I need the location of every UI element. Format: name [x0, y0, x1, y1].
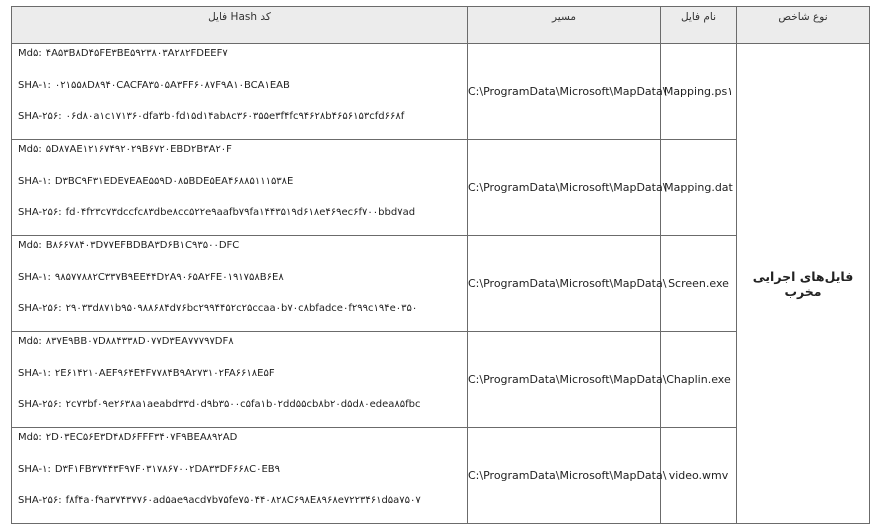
- sha256-line: [18, 299, 467, 331]
- sha1-label: SHA-۱:: [18, 463, 51, 475]
- md5-value: B۸۶۶۷۸۴۰۳D۷۷EFBDBA۳D۶B۱C۹۳۵۰۰DFC: [45, 240, 240, 251]
- hash-cell: [12, 236, 468, 332]
- indicator-type-cell: فایل‌های اجرایی مخرب: [737, 44, 870, 524]
- sha256-line: [18, 107, 467, 139]
- sha256-label: SHA-۲۵۶:: [18, 303, 62, 315]
- md5-line: [18, 332, 467, 364]
- sha1-line: [18, 268, 467, 300]
- path-cell: C:\ProgramData\Microsoft\MapData\: [468, 236, 661, 332]
- filename-cell: Mapping.dat: [661, 140, 737, 236]
- md5-label: Md۵:: [18, 336, 42, 347]
- sha256-value: ۲c۷۳bf۰۹e۲۶۳۸a۱aeabd۳۳d۰d۹b۳۵۰۰c۵fa۱b۰۲dd۵۵cb۸b۲۰d۵d۸۰edea۸۵fbc: [65, 399, 421, 411]
- sha1-value: D۳F۱FB۳۷۴۴۳F۹۷F۰۳۱۷۸۶۷۰۰۲DA۳۳DF۶۶۸C۰EB۹: [54, 463, 281, 475]
- filename-cell: Mapping.ps۱: [661, 44, 737, 140]
- sha256-line: [18, 203, 467, 235]
- md5-label: Md۵:: [18, 48, 42, 59]
- hash-cell: [12, 140, 468, 236]
- sha1-label: SHA-۱:: [18, 367, 51, 379]
- sha1-line: [18, 460, 467, 492]
- path-cell: C:\ProgramData\Microsoft\MapData\: [468, 140, 661, 236]
- sha256-label: SHA-۲۵۶:: [18, 111, 62, 123]
- sha1-label: SHA-۱:: [18, 79, 51, 91]
- sha256-value: f۸f۴a۰f۹a۳۷۴۳۷۷۶۰ad۵ae۹acd۷b۷۵fe۷۵۰۴۴۰۸۲۸C۶۹۸E۸۹۶۸e۷۲۲۳۴۶۱d۵a۷۵۰۷: [65, 495, 421, 507]
- header-hash: کد Hash فایل: [12, 7, 468, 44]
- table-row: [12, 44, 870, 140]
- sha256-label: SHA-۲۵۶:: [18, 399, 62, 411]
- sha1-value: ۹۸۵۷۷۸۸۲C۳۳۷B۹EE۴۴D۲A۹۰۶۵A۲FE۰۱۹۱۷۵۸B۶E۸: [54, 271, 284, 283]
- sha1-value: ۲E۶۱۴۲۱۰AEF۹۶۴E۴F۷۷۸۴B۹A۲۷۳۱۰۲FA۶۶۱۸E۵F: [54, 367, 275, 379]
- sha256-value: fd۰۴f۲۳c۷۳dccfc۸۳dbe۸cc۵۲۲e۹aafb۷۹fa۱۴۴۳۵۱۹d۶۱۸e۴۶۹ec۶f۷۰۰bbd۷ad: [65, 207, 416, 219]
- sha256-label: SHA-۲۵۶:: [18, 207, 62, 219]
- md5-value: ۲D۰۳EC۵۶E۳D۴۸D۶FFF۳۴۰۷F۹BEA۸۹۲AD: [45, 432, 238, 443]
- sha1-line: [18, 172, 467, 204]
- header-filename: نام فایل: [661, 7, 737, 44]
- filename-cell: Screen.exe: [661, 236, 737, 332]
- sha1-value: D۳BC۹F۳۱EDE۷EAE۵۵۹D۰۸۵BDE۵EA۴۶۸۸۵۱۱۱۵۳۸E: [54, 175, 294, 187]
- hash-cell: [12, 332, 468, 428]
- path-cell: C:\ProgramData\Microsoft\MapData\: [468, 44, 661, 140]
- path-cell: C:\ProgramData\Microsoft\MapData\: [468, 332, 661, 428]
- header-row: [12, 7, 870, 44]
- sha256-value: ۰۶d۸۰a۱c۱۷۱۳۶۰dfa۳b۰fd۱۵d۱۴ab۸c۳۶۰۳۵۵e۳f۴fc۹۴۶۲۸b۴۶۵۶۱۵۳cfd۶۶۸f: [65, 111, 405, 123]
- md5-label: Md۵:: [18, 432, 42, 443]
- md5-label: Md۵:: [18, 240, 42, 251]
- md5-line: [18, 44, 467, 76]
- header-type: نوع شاخص: [737, 7, 870, 44]
- header-path: مسیر: [468, 7, 661, 44]
- indicators-table: [11, 6, 870, 524]
- md5-line: [18, 428, 467, 460]
- hash-cell: [12, 44, 468, 140]
- sha256-line: [18, 395, 467, 427]
- sha1-label: SHA-۱:: [18, 175, 51, 187]
- filename-cell: Chaplin.exe: [661, 332, 737, 428]
- sha1-line: [18, 76, 467, 108]
- md5-line: [18, 236, 467, 268]
- sha1-value: ۰۲۱۵۵۸D۸۹۴۰CACFA۳۵۰۵A۳FF۶۰۸۷F۹A۱۰BCA۱EAB: [54, 79, 290, 91]
- filename-cell: video.wmv: [661, 428, 737, 524]
- md5-value: ۵D۸۷AE۱۲۱۶۷۴۹۲۰۲۹B۶۷۲۰EBD۲B۳A۲۰F: [45, 144, 232, 155]
- path-cell: C:\ProgramData\Microsoft\MapData\: [468, 428, 661, 524]
- md5-label: Md۵:: [18, 144, 42, 155]
- sha256-label: SHA-۲۵۶:: [18, 495, 62, 507]
- md5-value: ۴A۵۳B۸D۴۵FE۳BE۵۹۲۳۸۰۳A۲۸۲FDEEF۷: [45, 48, 228, 59]
- sha1-line: [18, 364, 467, 396]
- sha1-label: SHA-۱:: [18, 271, 51, 283]
- md5-line: [18, 140, 467, 172]
- hash-cell: [12, 428, 468, 524]
- sha256-value: ۲۹۰۳۳d۸۷۱b۹۵۰۹۸۸۶۸۴d۷۶bc۲۹۹۴۴۵۲c۲۵ccaa۰b۷۰c۸bfadce۰f۲۹۹c۱۹۴e۰۳۵۰: [65, 303, 418, 315]
- sha256-line: [18, 491, 467, 523]
- md5-value: ۸۳۷E۹BB۰۷D۸۸۴۳۳۸D۰۷۷D۳EA۷۷۷۹۷DF۸: [45, 336, 234, 347]
